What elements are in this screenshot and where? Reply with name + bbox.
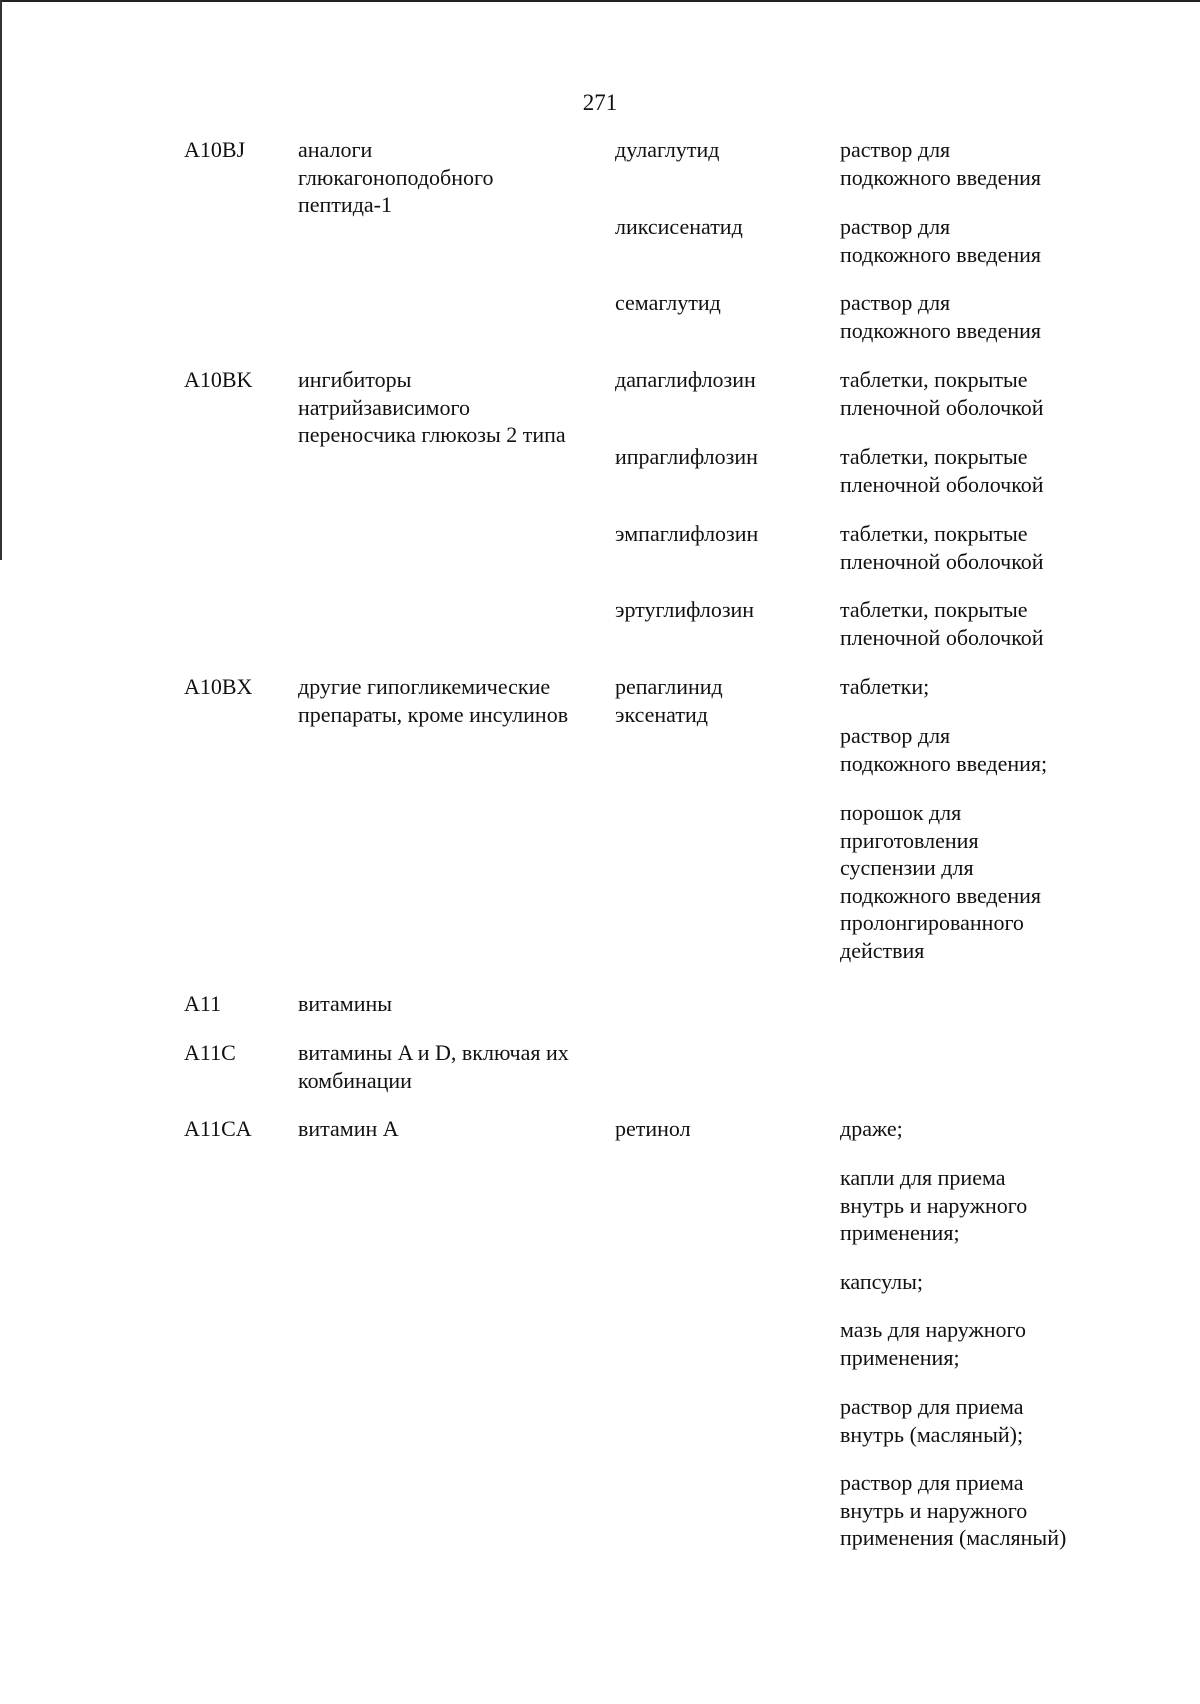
dosage-form: раствор для подкожного введения [840, 290, 1042, 343]
atc-code: A11CA [184, 1116, 252, 1141]
dosage-form: капсулы; [840, 1269, 923, 1294]
drug-name: ипраглифлозин [615, 444, 758, 469]
drug-name: эртуглифлозин [615, 597, 755, 622]
drug-name: дулаглутид [615, 137, 720, 162]
scan-left-edge [0, 0, 2, 560]
dosage-form: таблетки, покрытые пленочной оболочкой [840, 521, 1044, 574]
atc-code: A11 [184, 991, 222, 1016]
page-number: 271 [582, 90, 618, 115]
drug-name: эмпаглифлозин [615, 521, 759, 546]
scan-top-edge [0, 0, 1200, 2]
atc-group-name: витамин A [298, 1116, 399, 1141]
atc-group-name: ингибиторы натрийзависимого переносчика глюкозы 2 типа [298, 367, 566, 447]
dosage-form: таблетки, покрытые пленочной оболочкой [840, 367, 1044, 420]
dosage-form: мазь для наружного применения; [840, 1317, 1026, 1370]
drug-name: ликсисенатид [615, 214, 743, 239]
atc-group-name: другие гипогликемические препараты, кроме инсулинов [298, 674, 569, 727]
dosage-form: таблетки, покрытые пленочной оболочкой [840, 597, 1044, 650]
dosage-form: капли для приема внутрь и наружного применения; [840, 1165, 1028, 1245]
dosage-form: раствор для подкожного введения [840, 137, 1042, 190]
atc-code: A10BX [184, 674, 253, 699]
atc-code: A11C [184, 1040, 236, 1065]
dosage-form: раствор для приема внутрь (масляный); [840, 1394, 1024, 1447]
atc-group-name: витамины A и D, включая их комбинации [298, 1040, 569, 1093]
dosage-form: таблетки, покрытые пленочной оболочкой [840, 444, 1044, 497]
atc-code: A10BK [184, 367, 253, 392]
atc-group-name: витамины [298, 991, 393, 1016]
dosage-form: раствор для подкожного введения; [840, 723, 1048, 776]
drug-name: семаглутид [615, 290, 721, 315]
dosage-form: таблетки; [840, 674, 930, 699]
drug-name: дапаглифлозин [615, 367, 756, 392]
dosage-form: порошок для приготовления суспензии для подкожного введения пролонгированного действия [840, 800, 1042, 963]
atc-code: A10BJ [184, 137, 246, 162]
atc-group-name: аналоги глюкагоноподобного пептида-1 [298, 137, 494, 217]
dosage-form: раствор для приема внутрь и наружного применения (масляный) [840, 1470, 1067, 1550]
dosage-form: раствор для подкожного введения [840, 214, 1042, 267]
drug-name: ретинол [615, 1116, 691, 1141]
drug-name: репаглинид эксенатид [615, 674, 723, 727]
dosage-form: драже; [840, 1116, 903, 1141]
